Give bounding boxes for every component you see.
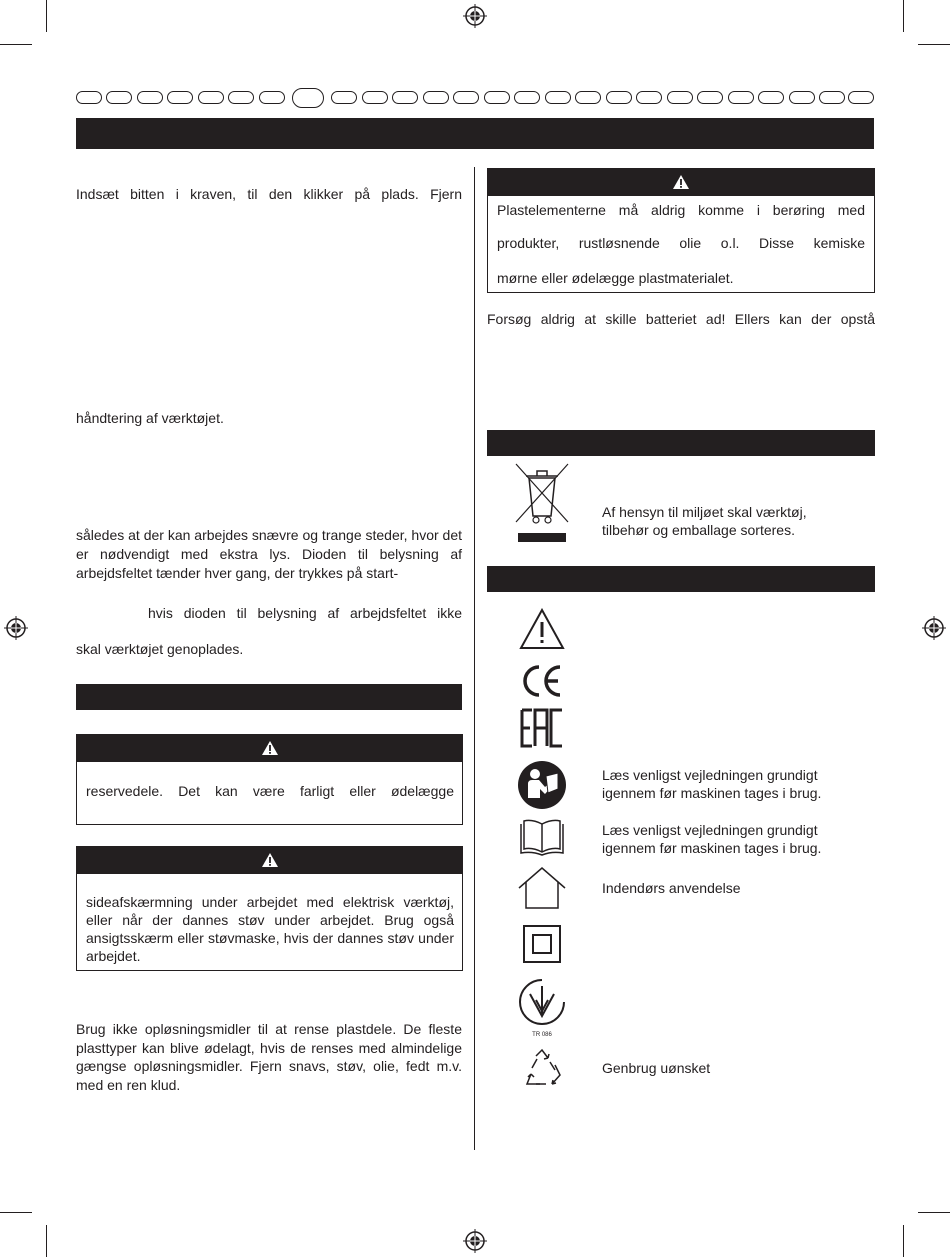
language-pill [484,91,510,104]
language-pill [575,91,601,104]
warning-triangle-icon [261,740,279,756]
language-pill [106,91,132,104]
warning-box-header [77,847,462,874]
registration-mark-icon [922,616,946,640]
ce-mark-icon [520,664,564,698]
registration-mark-icon [463,1229,487,1253]
language-pill [697,91,723,104]
language-pill [606,91,632,104]
section-header-bar [76,684,462,710]
paragraph-cleaning: Brug ikke opløsningsmidler til at rense plastdele. De fleste plasttyper kan blive ødelagt, hvis de renses med almindelige gængse opløsningsmidler. Fjern snavs, støv, olie, fedt m.v. med en ren klud. [76,1021,462,1093]
language-pill [789,91,815,104]
eac-mark-icon [520,708,564,748]
language-pill [167,91,193,104]
language-pill [728,91,754,104]
warning-text: reservedele. Det kan være farligt eller ødelægge [86,783,454,799]
environment-text: Af hensyn til miljøet skal værktøj, tilbehør og emballage sorteres. [602,504,807,538]
language-pill [198,91,224,104]
paragraph-handling: håndtering af værktøjet. [76,410,224,426]
warning-text-line: produkter, rustløsnende olie o.l. Disse kemiske [497,235,865,251]
language-pill [331,91,357,104]
registration-mark-icon [4,616,28,640]
language-pill [667,91,693,104]
language-pill [514,91,540,104]
language-pill [76,91,102,104]
language-pill [636,91,662,104]
ukraine-mark-label: TR 086 [532,1032,552,1038]
warning-box [76,846,463,971]
open-book-icon [518,818,566,856]
warning-box [487,168,875,293]
crop-mark [918,44,950,45]
warning-box-header [488,169,874,196]
language-pill [819,91,845,104]
warning-triangle-icon [672,174,690,190]
paragraph-insert-bit: Indsæt bitten i kraven, til den klikker på plads. Fjern [76,186,462,202]
section-header-bar [487,566,875,592]
language-pill [228,91,254,104]
warning-box [76,734,463,825]
warning-text-line: mørne eller ødelægge plastmaterialet. [497,270,734,286]
language-pill [545,91,571,104]
read-manual-icon [517,760,567,810]
double-insulation-icon [522,924,562,964]
language-pill [137,91,163,104]
language-selector [76,88,874,108]
language-pill [259,91,285,104]
paragraph-work-light: således at der kan arbejdes snævre og trange steder, hvor det er nødvendigt med ekstra lys. Dioden til belysning af arbejdsfeltet tænder hver gang, der trykkes på start- [76,527,463,581]
ukraine-conformity-icon [518,978,566,1040]
page-title-bar [76,118,874,149]
warning-triangle-icon [519,608,565,650]
column-divider [474,167,475,1150]
warning-text: sideafskærmning under arbejdet med elektrisk værktøj, eller når der dannes støv under arbejdet. Brug også ansigtsskærm eller støvmaske, hvis der dannes støv under arbejdet. [86,894,454,964]
weee-crossed-bin-icon [514,462,570,544]
indoor-house-icon [517,866,567,910]
language-pill [758,91,784,104]
crop-mark [903,1225,904,1257]
language-pill [392,91,418,104]
language-pill-active [292,88,324,108]
warning-box-header [77,735,462,762]
warning-text-line: Plastelementerne må aldrig komme i berøring med [497,202,865,218]
paragraph-battery: Forsøg aldrig at skille batteriet ad! Ellers kan der opstå [487,311,875,327]
recycling-icon [522,1048,562,1088]
crop-mark [918,1212,950,1213]
symbol-description: Læs venligst vejledningen grundigt igennem før maskinen tages i brug. [602,822,822,856]
symbol-description: Indendørs anvendelse [602,880,741,896]
language-pill [362,91,388,104]
language-pill [423,91,449,104]
registration-mark-icon [463,4,487,28]
crop-mark [0,1212,32,1213]
paragraph-led-indicator: hvis dioden til belysning af arbejdsfeltet ikke [148,605,462,621]
crop-mark [46,0,47,32]
language-pill [848,91,874,104]
symbol-description: Læs venligst vejledningen grundigt igennem før maskinen tages i brug. [602,767,822,801]
language-pill [453,91,479,104]
section-header-bar [487,430,875,456]
symbol-description: Genbrug uønsket [602,1060,711,1076]
crop-mark [0,44,32,45]
crop-mark [46,1225,47,1257]
crop-mark [903,0,904,32]
warning-triangle-icon [261,852,279,868]
paragraph-recharge: skal værktøjet genoplades. [76,641,244,657]
